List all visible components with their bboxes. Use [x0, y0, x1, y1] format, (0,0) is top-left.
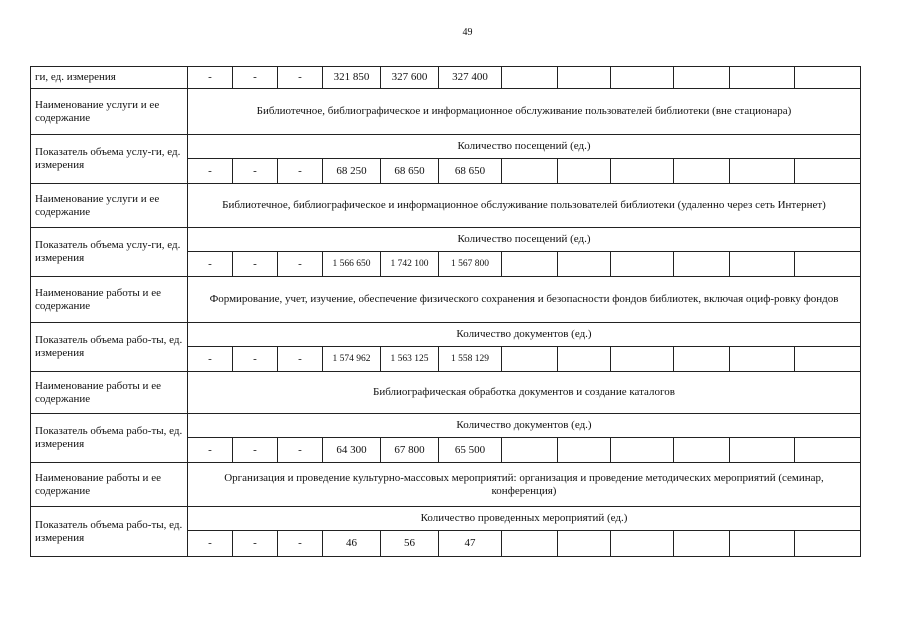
row-label: Наименование услуги и ее содержание	[31, 89, 188, 135]
value-cell: 1 563 125	[381, 347, 439, 372]
row-label: Наименование услуги и ее содержание	[31, 184, 188, 228]
empty-cell	[611, 347, 674, 372]
empty-cell	[558, 347, 611, 372]
metric-title: Количество документов (ед.)	[188, 414, 861, 438]
value-cell: 68 250	[323, 159, 381, 184]
value-cell: 47	[439, 531, 502, 557]
table-row	[31, 507, 861, 531]
empty-cell	[730, 531, 795, 557]
empty-cell	[611, 252, 674, 277]
table-row	[31, 89, 861, 135]
value-cell: 327 600	[381, 67, 439, 89]
value-cell: 46	[323, 531, 381, 557]
value-cell: -	[278, 159, 323, 184]
empty-cell	[611, 67, 674, 89]
empty-cell	[730, 347, 795, 372]
table-row	[31, 323, 861, 347]
value-cell: -	[188, 159, 233, 184]
value-cell: -	[278, 67, 323, 89]
empty-cell	[674, 438, 730, 463]
value-cell: -	[233, 531, 278, 557]
empty-cell	[502, 252, 558, 277]
value-cell: -	[233, 438, 278, 463]
value-cell: -	[278, 347, 323, 372]
work-name: Организация и проведение культурно-массовых мероприятий: организация и проведение методических мероприятий (семинар, конференция)	[188, 463, 861, 507]
empty-cell	[674, 252, 730, 277]
value-cell: 1 574 962	[323, 347, 381, 372]
empty-cell	[558, 67, 611, 89]
empty-cell	[502, 159, 558, 184]
value-cell: 68 650	[439, 159, 502, 184]
empty-cell	[502, 347, 558, 372]
empty-cell	[558, 438, 611, 463]
empty-cell	[730, 438, 795, 463]
empty-cell	[558, 531, 611, 557]
empty-cell	[674, 347, 730, 372]
empty-cell	[795, 531, 861, 557]
empty-cell	[795, 347, 861, 372]
row-label: Наименование работы и ее содержание	[31, 372, 188, 414]
row-label: Показатель объема услу-ги, ед. измерения	[31, 228, 188, 277]
table-row	[31, 67, 861, 89]
metric-title: Количество проведенных мероприятий (ед.)	[188, 507, 861, 531]
value-cell: -	[278, 252, 323, 277]
row-label: Наименование работы и ее содержание	[31, 277, 188, 323]
empty-cell	[502, 67, 558, 89]
value-cell: 327 400	[439, 67, 502, 89]
page-number: 49	[462, 27, 473, 38]
empty-cell	[502, 531, 558, 557]
value-cell: -	[188, 347, 233, 372]
value-cell: -	[188, 252, 233, 277]
row-label: ги, ед. измерения	[31, 67, 188, 89]
value-cell: -	[233, 67, 278, 89]
empty-cell	[611, 159, 674, 184]
empty-cell	[795, 159, 861, 184]
value-cell: -	[233, 252, 278, 277]
value-cell: 67 800	[381, 438, 439, 463]
row-label: Показатель объема услу-ги, ед. измерения	[31, 135, 188, 184]
empty-cell	[795, 438, 861, 463]
empty-cell	[795, 67, 861, 89]
value-cell: -	[278, 438, 323, 463]
metric-title: Количество документов (ед.)	[188, 323, 861, 347]
value-cell: 64 300	[323, 438, 381, 463]
value-cell: 321 850	[323, 67, 381, 89]
service-name: Библиотечное, библиографическое и информационное обслуживание пользователей библиотеки (вне стационара)	[188, 89, 861, 135]
empty-cell	[558, 252, 611, 277]
table-row	[31, 184, 861, 228]
metric-title: Количество посещений (ед.)	[188, 135, 861, 159]
empty-cell	[611, 438, 674, 463]
value-cell: -	[278, 531, 323, 557]
table-row	[31, 135, 861, 159]
table-row	[31, 414, 861, 438]
empty-cell	[611, 531, 674, 557]
table-row	[31, 372, 861, 414]
work-name: Библиографическая обработка документов и создание каталогов	[188, 372, 861, 414]
empty-cell	[730, 67, 795, 89]
empty-cell	[730, 252, 795, 277]
value-cell: 1 742 100	[381, 252, 439, 277]
row-label: Показатель объема рабо-ты, ед. измерения	[31, 323, 188, 372]
value-cell: 65 500	[439, 438, 502, 463]
row-label: Наименование работы и ее содержание	[31, 463, 188, 507]
value-cell: 1 567 800	[439, 252, 502, 277]
service-name: Библиотечное, библиографическое и информационное обслуживание пользователей библиотеки (удаленно через сеть Интернет)	[188, 184, 861, 228]
work-name: Формирование, учет, изучение, обеспечение физического сохранения и безопасности фондов библиотек, включая оциф-ровку фондов	[188, 277, 861, 323]
value-cell: -	[188, 67, 233, 89]
empty-cell	[674, 159, 730, 184]
empty-cell	[674, 67, 730, 89]
empty-cell	[730, 159, 795, 184]
budget-table	[30, 66, 861, 557]
empty-cell	[674, 531, 730, 557]
table-row	[31, 463, 861, 507]
value-cell: 1 566 650	[323, 252, 381, 277]
empty-cell	[502, 438, 558, 463]
value-cell: 68 650	[381, 159, 439, 184]
table-row	[31, 277, 861, 323]
value-cell: 56	[381, 531, 439, 557]
metric-title: Количество посещений (ед.)	[188, 228, 861, 252]
value-cell: -	[188, 438, 233, 463]
value-cell: 1 558 129	[439, 347, 502, 372]
value-cell: -	[188, 531, 233, 557]
empty-cell	[558, 159, 611, 184]
table-row	[31, 228, 861, 252]
row-label: Показатель объема рабо-ты, ед. измерения	[31, 507, 188, 557]
row-label: Показатель объема рабо-ты, ед. измерения	[31, 414, 188, 463]
value-cell: -	[233, 159, 278, 184]
value-cell: -	[233, 347, 278, 372]
empty-cell	[795, 252, 861, 277]
